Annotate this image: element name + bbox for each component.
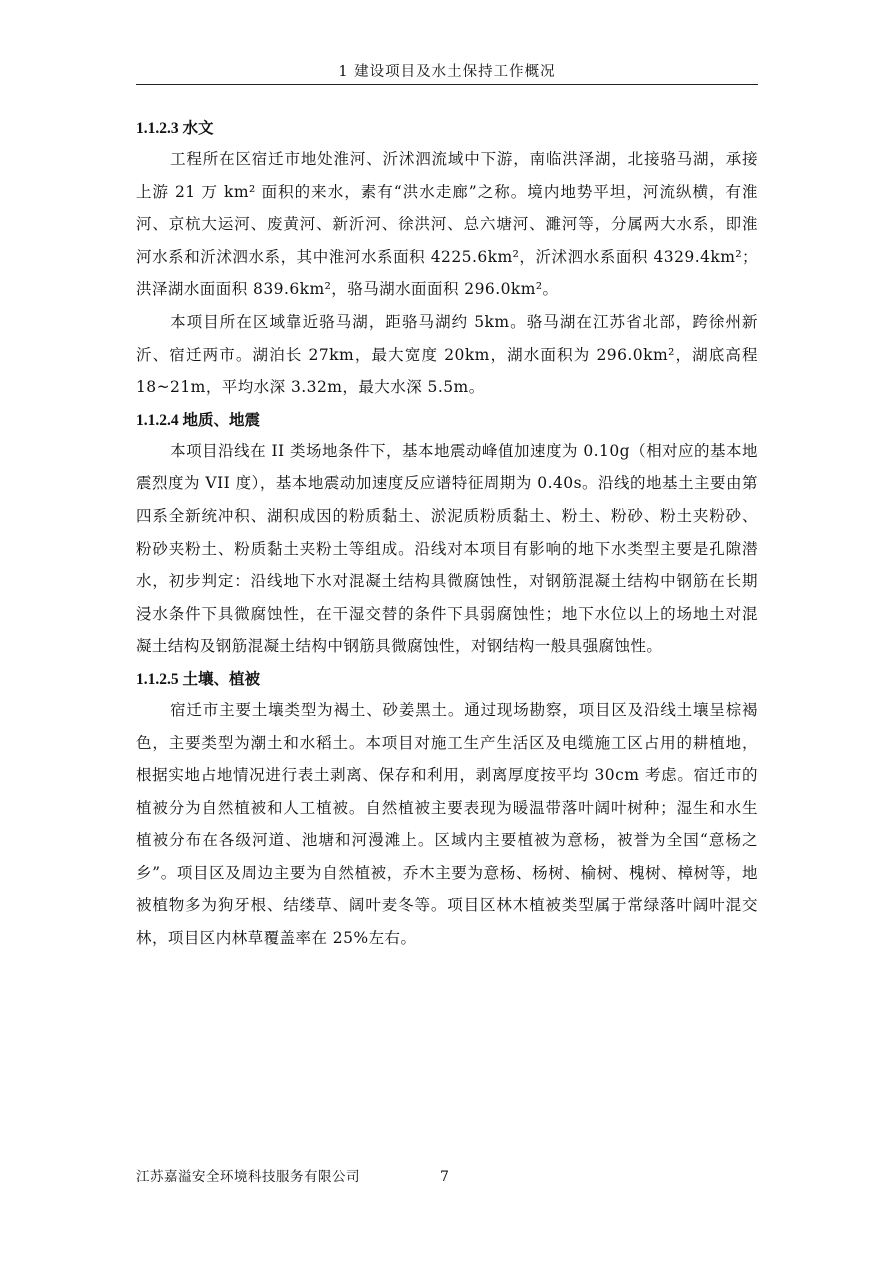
section-hydrology [136,118,758,404]
document-body [136,112,758,955]
footer-company: 江苏嘉溢安全环境科技服务有限公司 [136,1169,360,1185]
section-heading-soil-vegetation: 1.1.2.5 土壤、植被 [136,670,261,688]
page-number: 7 [440,1169,449,1185]
section-geology-seismic [136,410,758,663]
section-soil-vegetation [136,669,758,955]
running-header: 1 建设项目及水土保持工作概况 [338,64,556,80]
paragraph-soil-1: 宿迁市主要土壤类型为褐土、砂姜黑土。通过现场勘察，项目区及沿线土壤呈棕褐色，主要类型为潮土和水稻土。本项目对施工生产生活区及电缆施工区占用的耕植地，根据实地占地情况进行表土剥离、保存和利用，剥离厚度按平均 30cm 考虑。宿迁市的植被分为自然植被和人工植被。自然植被主要表现为暖温带落叶阔叶树种；湿生和水生植被分布在各级河道、池塘和河漫滩上。区域内主要植被为意杨，被誉为全国“意杨之乡”。项目区及周边主要为自然植被，乔木主要为意杨、杨树、榆树、槐树、樟树等，地被植物多为狗牙根、结缕草、阔叶麦冬等。项目区林木植被类型属于常绿落叶阔叶混交林，项目区内林草覆盖率在 25%左右。 [136,700,758,948]
header-rule [136,84,758,85]
paragraph-hydrology-2: 本项目所在区域靠近骆马湖，距骆马湖约 5km。骆马湖在江苏省北部，跨徐州新沂、宿迁两市。湖泊长 27km，最大宽度 20km，湖水面积为 296.0km²，湖底高程 18~21m，平均水深 3.32m，最大水深 5.5m。 [136,312,758,397]
section-heading-hydrology: 1.1.2.3 水文 [136,120,214,137]
section-heading-geology-seismic: 1.1.2.4 地质、地震 [136,411,261,429]
paragraph-geology-1: 本项目沿线在 II 类场地条件下，基本地震动峰值加速度为 0.10g（相对应的基本地震烈度为 VII 度），基本地震动加速度反应谱特征周期为 0.40s。沿线的地基土主要由第四系全新统冲积、湖积成因的粉质黏土、淤泥质粉质黏土、粉土、粉砂、粉土夹粉砂、粉砂夹粉土、粉质黏土夹粉土等组成。沿线对本项目有影响的地下水类型主要是孔隙潜水，初步判定：沿线地下水对混凝土结构具微腐蚀性，对钢筋混凝土结构中钢筋在长期浸水条件下具微腐蚀性，在干湿交替的条件下具弱腐蚀性；地下水位以上的场地土对混凝土结构及钢筋混凝土结构中钢筋具微腐蚀性，对钢结构一般具强腐蚀性。 [136,441,758,656]
paragraph-hydrology-1: 工程所在区宿迁市地处淮河、沂沭泗流域中下游，南临洪泽湖，北接骆马湖，承接上游 21 万 km² 面积的来水，素有“洪水走廊”之称。境内地势平坦，河流纵横，有淮河、京杭大运河、废黄河、新沂河、徐洪河、总六塘河、濉河等，分属两大水系，即淮河水系和沂沭泗水系，其中淮河水系面积 4225.6km²，沂沭泗水系面积 4329.4km²；洪泽湖水面面积 839.6km²，骆马湖水面面积 296.0km²。 [136,150,758,299]
